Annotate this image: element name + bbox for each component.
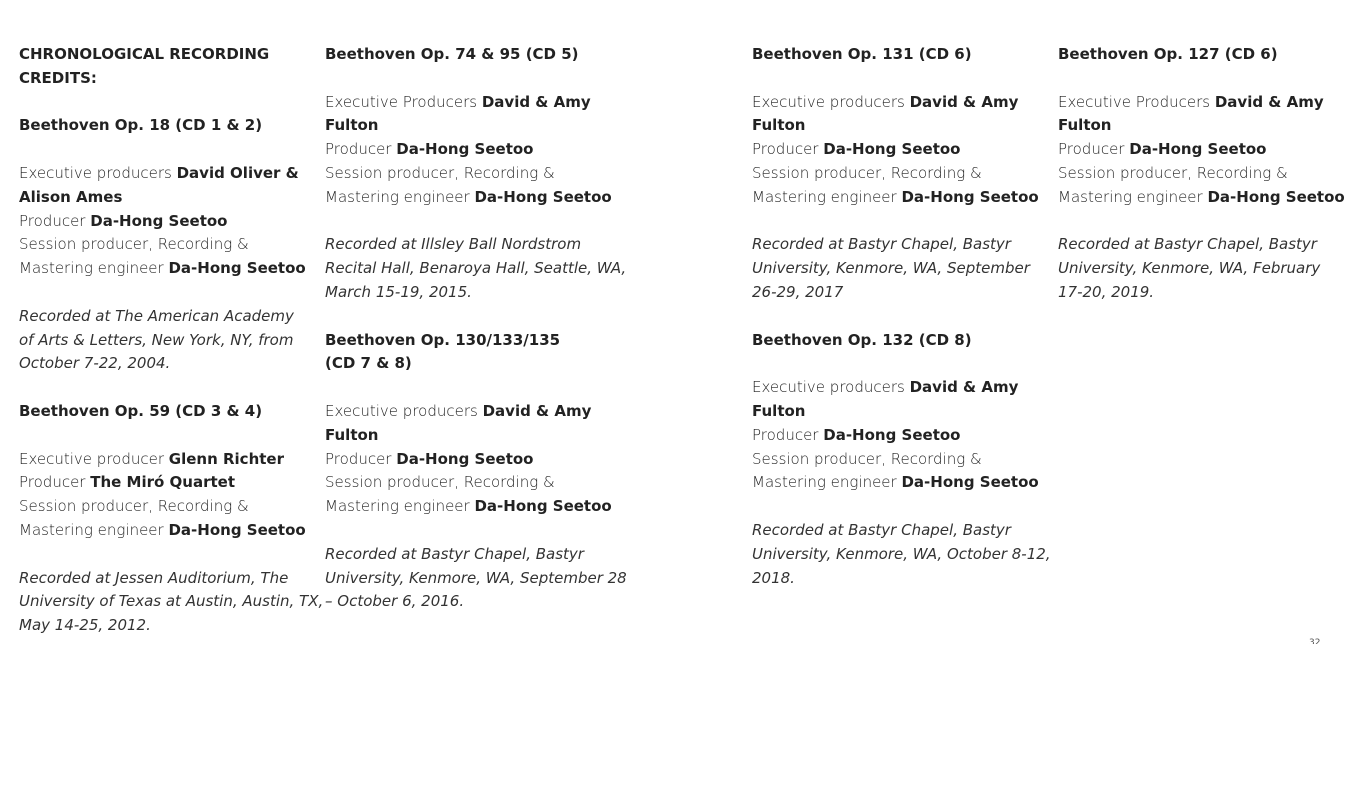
credit-name: David Oliver & xyxy=(176,163,299,182)
credit-role: Executive Producers xyxy=(1058,92,1215,111)
column-4 xyxy=(1058,43,1348,305)
credit-role: Producer xyxy=(19,473,91,492)
credit-line xyxy=(19,495,309,519)
recording-note: – October 6, 2016. xyxy=(325,592,465,611)
credit-section xyxy=(19,114,309,376)
credit-role: Executive producers xyxy=(752,378,910,397)
section-heading: Beethoven Op. 131 (CD 6) xyxy=(752,45,972,63)
credit-line xyxy=(19,186,309,210)
credit-name: Da-Hong Seetoo xyxy=(901,473,1039,492)
credit-name: Da-Hong Seetoo xyxy=(396,449,534,468)
credit-line xyxy=(19,257,309,281)
credit-role: Mastering engineer xyxy=(19,259,169,278)
credit-line xyxy=(325,495,625,519)
credit-role: Mastering engineer xyxy=(19,520,169,539)
recording-note: Recorded at Bastyr Chapel, Bastyr xyxy=(1058,235,1317,254)
credit-name: Da-Hong Seetoo xyxy=(1129,140,1267,159)
credit-line xyxy=(19,210,309,234)
credit-role: Executive producers xyxy=(325,401,483,420)
credit-name: Da-Hong Seetoo xyxy=(168,520,306,539)
credit-name: Fulton xyxy=(325,425,379,444)
credit-line xyxy=(325,186,625,210)
recording-note: Recorded at Bastyr Chapel, Bastyr xyxy=(752,520,1011,539)
credit-role: Mastering engineer xyxy=(1058,187,1208,206)
credit-section xyxy=(325,43,625,305)
column-2 xyxy=(325,43,625,614)
credit-name: Alison Ames xyxy=(19,187,123,206)
credit-line xyxy=(1058,186,1348,210)
credit-line xyxy=(1058,114,1348,138)
credit-role: Session producer, Recording & xyxy=(19,497,249,516)
credit-line xyxy=(19,233,309,257)
credit-name: Da-Hong Seetoo xyxy=(396,140,534,159)
credit-name: Fulton xyxy=(1058,116,1112,135)
credit-name: Da-Hong Seetoo xyxy=(474,497,612,516)
recording-note: Recorded at Jessen Auditorium, The xyxy=(19,568,289,587)
credit-name: Fulton xyxy=(752,401,806,420)
credit-line xyxy=(325,424,625,448)
credit-role: Session producer, Recording & xyxy=(1058,163,1288,182)
recording-note: of Arts & Letters, New York, NY, from xyxy=(19,330,294,349)
page-number: 32 xyxy=(1309,638,1321,644)
credit-role: Executive producers xyxy=(752,92,910,111)
credit-section xyxy=(325,329,625,615)
credit-role: Producer xyxy=(325,140,397,159)
section-heading: Beethoven Op. 127 (CD 6) xyxy=(1058,45,1278,63)
credit-role: Session producer, Recording & xyxy=(752,163,982,182)
credit-line xyxy=(752,448,1052,472)
credit-line xyxy=(19,162,309,186)
credit-name: Da-Hong Seetoo xyxy=(901,187,1039,206)
credit-line xyxy=(325,448,625,472)
recording-note: Recorded at Bastyr Chapel, Bastyr xyxy=(752,235,1011,254)
credit-role: Executive Producers xyxy=(325,92,482,111)
credit-section xyxy=(1058,43,1348,305)
credit-line xyxy=(752,91,1052,115)
page-title-line: CHRONOLOGICAL RECORDING xyxy=(19,45,270,63)
credit-line xyxy=(752,400,1052,424)
credit-line xyxy=(752,471,1052,495)
credit-line xyxy=(325,91,625,115)
credit-role: Producer xyxy=(19,211,91,230)
credit-name: Da-Hong Seetoo xyxy=(168,259,306,278)
recording-note: 17-20, 2019. xyxy=(1058,282,1155,301)
column-1 xyxy=(19,43,324,638)
credit-name: Da-Hong Seetoo xyxy=(823,140,961,159)
credit-role: Executive producers xyxy=(19,163,177,182)
section-heading: Beethoven Op. 18 (CD 1 & 2) xyxy=(19,116,263,135)
recording-note: 2018. xyxy=(752,568,795,587)
credit-role: Producer xyxy=(752,140,824,159)
recording-note: 26-29, 2017 xyxy=(752,282,844,301)
credit-role: Mastering engineer xyxy=(752,187,902,206)
credit-role: Mastering engineer xyxy=(325,187,475,206)
section-heading: Beethoven Op. 130/133/135 xyxy=(325,330,561,349)
credit-role: Session producer, Recording & xyxy=(19,235,249,254)
credit-name: David & Amy xyxy=(482,401,592,420)
credit-line xyxy=(19,519,309,543)
credit-line xyxy=(325,114,625,138)
credit-section xyxy=(19,400,324,638)
credit-section xyxy=(752,329,1052,591)
credit-line xyxy=(325,138,625,162)
credit-line xyxy=(325,400,625,424)
credit-line xyxy=(19,471,309,495)
credit-name: David & Amy xyxy=(909,378,1019,397)
credit-name: Da-Hong Seetoo xyxy=(823,425,961,444)
recording-note: Recital Hall, Benaroya Hall, Seattle, WA, xyxy=(325,259,627,278)
credit-name: Glenn Richter xyxy=(168,449,284,468)
credit-line xyxy=(1058,138,1348,162)
recording-note: University, Kenmore, WA, September xyxy=(752,259,1030,278)
credit-line xyxy=(19,448,309,472)
credit-line xyxy=(752,162,1052,186)
credit-name: Da-Hong Seetoo xyxy=(1207,187,1345,206)
recording-note: Recorded at The American Academy xyxy=(19,306,294,325)
credit-role: Producer xyxy=(752,425,824,444)
credit-name: Fulton xyxy=(752,116,806,135)
credit-role: Session producer, Recording & xyxy=(325,473,555,492)
recording-note: University, Kenmore, WA, September 28 xyxy=(325,568,627,587)
credit-role: Producer xyxy=(325,449,397,468)
credit-role: Producer xyxy=(1058,140,1130,159)
recording-note: Recorded at Bastyr Chapel, Bastyr xyxy=(325,544,584,563)
credit-name: Da-Hong Seetoo xyxy=(90,211,228,230)
recording-note: Recorded at Illsley Ball Nordstrom xyxy=(325,235,582,254)
section-heading: Beethoven Op. 132 (CD 8) xyxy=(752,330,972,349)
credit-line xyxy=(752,138,1052,162)
recording-note: October 7-22, 2004. xyxy=(19,354,171,373)
recording-note: University, Kenmore, WA, February xyxy=(1058,259,1321,278)
credit-line xyxy=(752,424,1052,448)
credit-role: Mastering engineer xyxy=(325,497,475,516)
credit-name: Da-Hong Seetoo xyxy=(474,187,612,206)
column-3 xyxy=(752,43,1052,590)
credit-name: David & Amy xyxy=(1214,92,1324,111)
recording-note: University of Texas at Austin, Austin, TX, xyxy=(19,592,324,611)
credit-role: Session producer, Recording & xyxy=(752,449,982,468)
credit-line xyxy=(1058,162,1348,186)
recording-note: University, Kenmore, WA, October 8-12, xyxy=(752,544,1051,563)
credit-line xyxy=(325,471,625,495)
section-heading: Beethoven Op. 59 (CD 3 & 4) xyxy=(19,401,263,420)
section-heading: (CD 7 & 8) xyxy=(325,354,412,373)
credit-name: David & Amy xyxy=(909,92,1019,111)
credit-line xyxy=(1058,91,1348,115)
credit-line xyxy=(752,114,1052,138)
credit-role: Mastering engineer xyxy=(752,473,902,492)
credit-name: The Miró Quartet xyxy=(90,473,236,492)
page-title-line: CREDITS: xyxy=(19,68,97,87)
credit-role: Session producer, Recording & xyxy=(325,163,555,182)
credit-name: David & Amy xyxy=(481,92,591,111)
recording-note: May 14-25, 2012. xyxy=(19,616,151,635)
section-heading: Beethoven Op. 74 & 95 (CD 5) xyxy=(325,45,579,63)
credit-role: Executive producer xyxy=(19,449,169,468)
credit-section xyxy=(752,43,1052,305)
page-title xyxy=(19,43,309,91)
credit-line xyxy=(752,186,1052,210)
credit-line xyxy=(325,162,625,186)
credit-line xyxy=(752,376,1052,400)
credit-name: Fulton xyxy=(325,116,379,135)
recording-note: March 15-19, 2015. xyxy=(325,282,472,301)
